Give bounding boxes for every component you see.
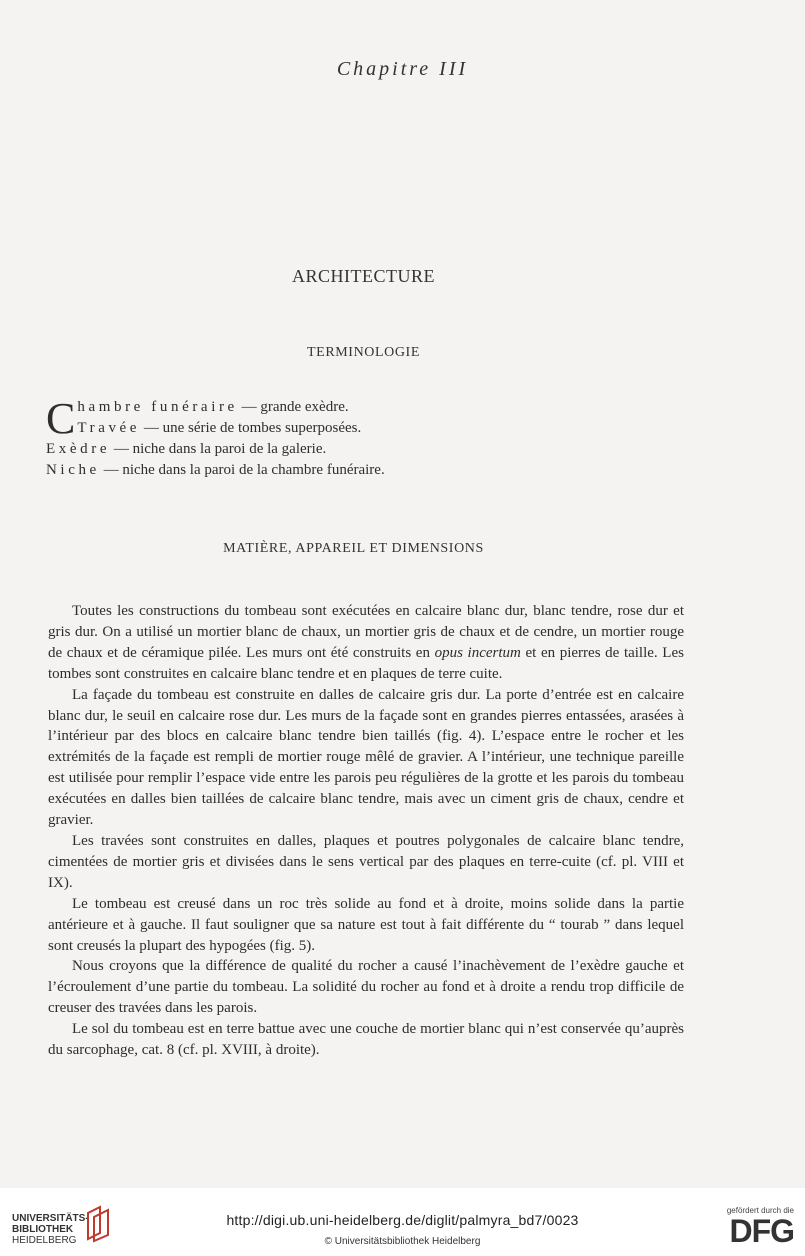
permalink-url[interactable]: http://digi.ub.uni-heidelberg.de/diglit/palmyra_bd7/0023: [226, 1212, 579, 1228]
terminology-list: [46, 394, 646, 481]
term-definition: — niche dans la paroi de la galerie.: [110, 441, 327, 457]
chapter-heading: Chapitre III: [336, 58, 469, 80]
library-name-line3: HEIDELBERG: [12, 1235, 77, 1246]
term-entry: [46, 418, 646, 439]
paragraph: Le sol du tombeau est en terre battue avec une couche de mortier blanc qui n’est conservée qu’auprès du sarcophage, cat. 8 (cf. pl. XVIII, à droite).: [48, 1021, 684, 1059]
term-entry: [46, 460, 646, 481]
body-text: [48, 601, 684, 1061]
latin-term: opus incertum: [434, 644, 521, 661]
paragraph: Le tombeau est creusé dans un roc très solide au fond et à droite, moins solide dans la partie antérieure et à gauche. Il faut souligner que sa nature est tout à fait différente du “ tourab ” dans lequel sont creusés la plupart des hypogées (fig. 5).: [48, 895, 684, 954]
paragraph: Les travées sont construites en dalles, plaques et poutres polygonales de calcaire blanc tendre, cimentées de mortier gris et divisées dans le sens vertical par des plaques en terre-cuite (cf. pl. VIII et IX).: [48, 832, 684, 891]
paragraph: Toutes les constructions du tombeau sont exécutées en calcaire blanc dur, blanc tendre, rose dur et gris dur. On a utilisé un mortier blanc de chaux, un mortier gris de chaux et de cendre, un mortier rouge de chaux et de céramique pilée. Les murs ont été construits en opus incertum et en pierres de taille. Les tombes sont construites en calcaire blanc tendre et en plaques de terre cuite.: [48, 603, 684, 682]
term-label: Travée: [77, 420, 141, 436]
dfg-logo: DFG: [729, 1213, 794, 1249]
library-name-line1: UNIVERSITÄTS-: [12, 1213, 89, 1224]
term-entry: [46, 439, 646, 460]
dfg-caption: gefördert durch die: [726, 1206, 794, 1215]
section-heading: MATIÈRE, APPAREIL ET DIMENSIONS: [223, 541, 484, 556]
term-label: hambre funéraire: [77, 399, 238, 415]
term-definition: — niche dans la paroi de la chambre funéraire.: [99, 462, 385, 478]
term-definition: — une série de tombes superposées.: [140, 420, 362, 436]
library-name-line2: BIBLIOTHEK: [12, 1224, 74, 1235]
drop-cap: C: [46, 394, 76, 443]
section-title: ARCHITECTURE: [292, 266, 435, 286]
subsection-title: TERMINOLOGIE: [307, 345, 420, 360]
term-definition: — grande exèdre.: [237, 399, 349, 415]
copyright-notice: © Universitätsbibliothek Heidelberg: [324, 1236, 481, 1247]
paragraph: La façade du tombeau est construite en dalles de calcaire gris dur. La porte d’entrée est en calcaire blanc dur, le seuil en calcaire rose dur. Les murs de la façade sont en grandes pierres entassées, arasées à l’intérieur par des blocs en calcaire blanc tendre bien taillés (fig. 4). L’espace entre le rocher et les extrémités de la façade est rempli de mortier rouge mêlé de gravier. A l’intérieur, une technique pareille est utilisée pour remplir l’espace vide entre les parois peu régulières de la grotte et les parois du tombeau exécutées en dalles bien taillées de calcaire blanc tendre, mais avec un ciment gris de chaux, cendre et gravier.: [48, 686, 684, 829]
term-label: Niche: [46, 462, 100, 478]
paragraph: Nous croyons que la différence de qualité du rocher a causé l’inachèvement de l’exèdre gauche et l’écroulement d’une partie du tombeau. La solidité du rocher au fond et à droite a rendu trop difficile de creuser des travées dans les parois.: [48, 958, 684, 1017]
term-label: Exèdre: [46, 441, 111, 457]
